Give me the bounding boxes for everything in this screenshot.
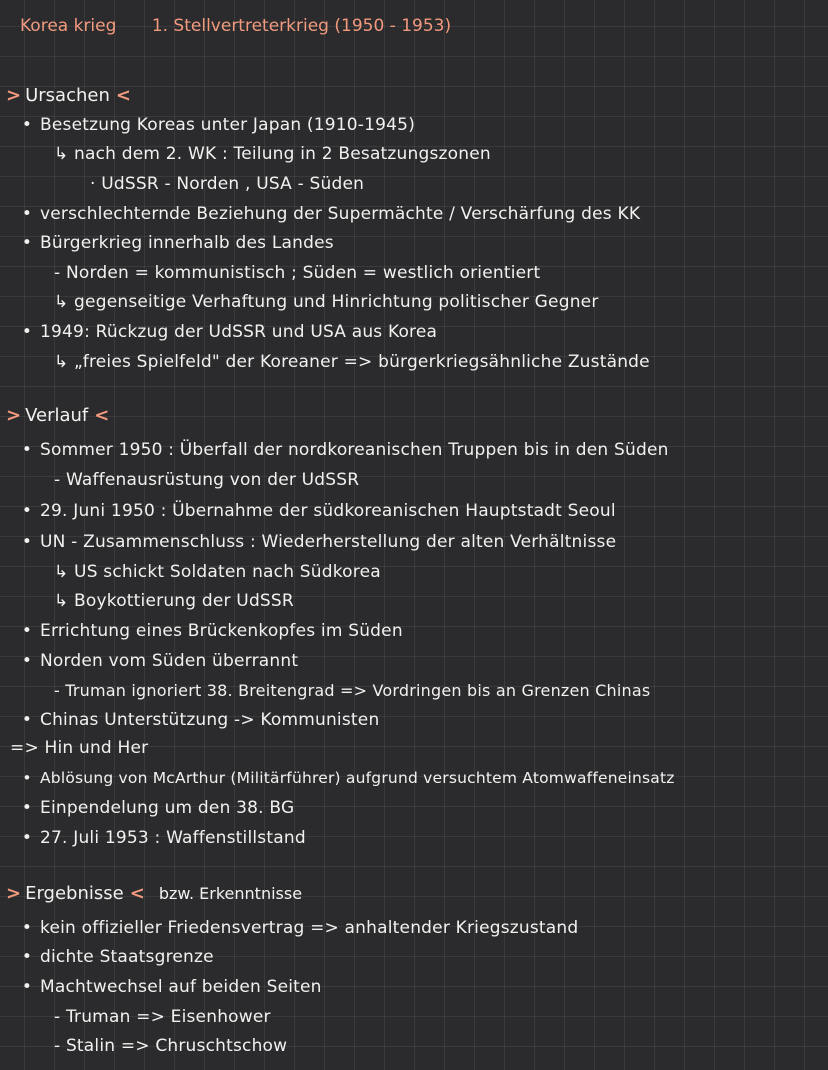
right-arrow-icon: > bbox=[6, 405, 22, 426]
bullet-icon: • bbox=[21, 115, 33, 135]
list-item: · UdSSR - Norden , USA - Süden bbox=[90, 174, 365, 194]
list-item: ↳ „freies Spielfeld" der Koreaner => bürgerkriegsähnliche Zustände bbox=[54, 352, 650, 372]
list-item: • UN - Zusammenschluss : Wiederherstellung der alten Verhältnisse bbox=[14, 531, 616, 553]
left-arrow-icon: < bbox=[129, 883, 145, 904]
list-item: • 1949: Rückzug der UdSSR und USA aus Korea bbox=[14, 321, 437, 343]
heading-ergebnisse bbox=[6, 882, 302, 906]
bullet-icon: • bbox=[21, 532, 33, 552]
page-title: Korea krieg bbox=[20, 16, 117, 36]
heading-verlauf-label: Verlauf bbox=[25, 405, 89, 426]
list-item: - Truman => Eisenhower bbox=[54, 1007, 271, 1027]
bullet-icon: • bbox=[21, 828, 33, 848]
list-item: ↳ nach dem 2. WK : Teilung in 2 Besatzungszonen bbox=[54, 144, 491, 164]
bullet-icon: • bbox=[21, 651, 33, 671]
list-item: • Besetzung Koreas unter Japan (1910-1945) bbox=[14, 114, 415, 136]
bullet-icon: • bbox=[21, 501, 33, 521]
list-item: ↳ Boykottierung der UdSSR bbox=[54, 591, 294, 611]
heading-ergebnisse-label: Ergebnisse bbox=[25, 883, 124, 904]
bullet-icon: • bbox=[21, 621, 33, 641]
list-item: • Chinas Unterstützung -> Kommunisten bbox=[14, 709, 379, 731]
heading-ursachen bbox=[6, 84, 131, 108]
title-row bbox=[20, 14, 451, 38]
list-item: • kein offizieller Friedensvertrag => anhaltender Kriegszustand bbox=[14, 917, 578, 939]
bullet-icon: • bbox=[21, 204, 33, 224]
heading-ergebnisse-extra: bzw. Erkenntnisse bbox=[158, 884, 303, 903]
list-item: • 29. Juni 1950 : Übernahme der südkoreanischen Hauptstadt Seoul bbox=[14, 500, 616, 522]
list-item: • Bürgerkrieg innerhalb des Landes bbox=[14, 232, 334, 254]
list-item: • Sommer 1950 : Überfall der nordkoreanischen Truppen bis in den Süden bbox=[14, 439, 669, 461]
bullet-icon: • bbox=[21, 322, 33, 342]
right-arrow-icon: > bbox=[6, 85, 22, 106]
list-item: • Einpendelung um den 38. BG bbox=[14, 797, 294, 819]
bullet-icon: • bbox=[21, 918, 33, 938]
heading-verlauf bbox=[6, 404, 109, 428]
list-item: - Stalin => Chruschtschow bbox=[54, 1036, 288, 1056]
bullet-icon: • bbox=[21, 977, 33, 997]
heading-ursachen-label: Ursachen bbox=[25, 85, 110, 106]
page-subtitle: 1. Stellvertreterkrieg (1950 - 1953) bbox=[151, 16, 452, 36]
list-item: • Norden vom Süden überrannt bbox=[14, 650, 298, 672]
bullet-icon: • bbox=[21, 798, 33, 818]
bullet-icon: • bbox=[21, 440, 33, 460]
list-item: • Errichtung eines Brückenkopfes im Süden bbox=[14, 620, 403, 642]
list-item: - Truman ignoriert 38. Breitengrad => Vordringen bis an Grenzen Chinas bbox=[54, 681, 651, 700]
bullet-icon: • bbox=[21, 233, 33, 253]
right-arrow-icon: > bbox=[6, 883, 22, 904]
left-arrow-icon: < bbox=[115, 85, 131, 106]
list-item: - Norden = kommunistisch ; Süden = westlich orientiert bbox=[54, 263, 541, 283]
list-item: • verschlechternde Beziehung der Supermächte / Verschärfung des KK bbox=[14, 203, 640, 225]
bullet-icon: • bbox=[22, 769, 32, 787]
list-item: • dichte Staatsgrenze bbox=[14, 946, 214, 968]
bullet-icon: • bbox=[21, 710, 33, 730]
left-arrow-icon: < bbox=[94, 405, 110, 426]
list-item: => Hin und Her bbox=[10, 738, 149, 758]
list-item: • 27. Juli 1953 : Waffenstillstand bbox=[14, 827, 306, 849]
list-item: - Waffenausrüstung von der UdSSR bbox=[54, 470, 360, 490]
list-item: • Ablösung von McArthur (Militärführer) aufgrund versuchtem Atomwaffeneinsatz bbox=[14, 767, 675, 789]
list-item: • Machtwechsel auf beiden Seiten bbox=[14, 976, 322, 998]
list-item: ↳ gegenseitige Verhaftung und Hinrichtung politischer Gegner bbox=[54, 292, 599, 312]
list-item: ↳ US schickt Soldaten nach Südkorea bbox=[54, 562, 381, 582]
bullet-icon: • bbox=[21, 947, 33, 967]
